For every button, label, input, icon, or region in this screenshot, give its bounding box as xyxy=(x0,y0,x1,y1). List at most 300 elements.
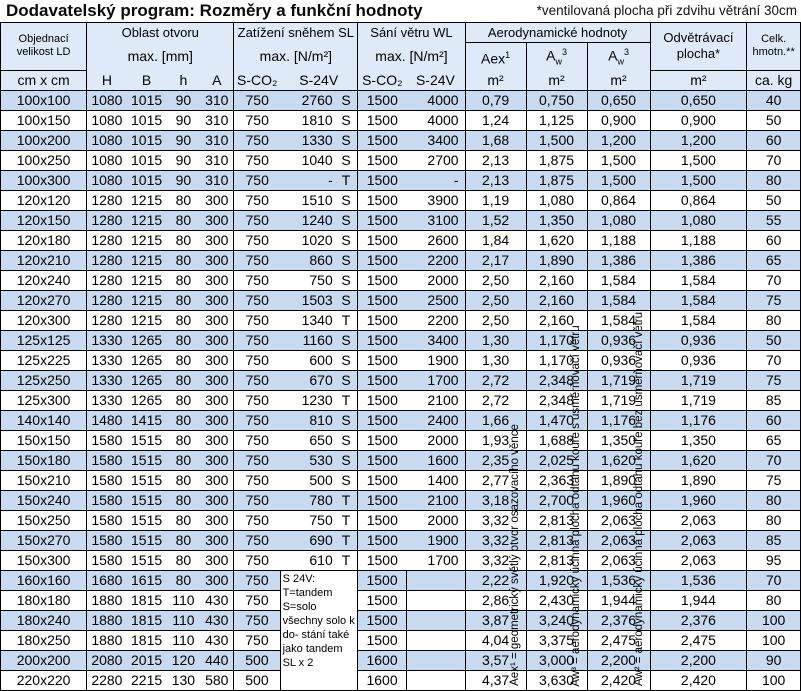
cell-weight: 80 xyxy=(747,170,801,190)
cell-aw3: 2,160 xyxy=(526,310,587,330)
cell-snow-24v: 1160 xyxy=(280,330,335,350)
cell-weight: 75 xyxy=(747,370,801,390)
col-group-snow: Zatížení sněhem SL xyxy=(234,23,358,43)
cell-wind-co2: 1500 xyxy=(358,290,406,310)
cell-size: 125x250 xyxy=(1,370,87,390)
table-row xyxy=(1,170,801,190)
cell-snow-type: T xyxy=(335,550,358,570)
cell-snow-co2: 750 xyxy=(234,170,280,190)
cell-B: 1515 xyxy=(127,530,167,550)
cell-aex: 3,32 xyxy=(465,510,526,530)
cell-snow-co2: 750 xyxy=(234,210,280,230)
cell-snow-type: S xyxy=(335,350,358,370)
cell-h: 80 xyxy=(167,410,201,430)
cell-A: 300 xyxy=(200,490,234,510)
cell-H: 1580 xyxy=(87,490,127,510)
cell-snow-type: S xyxy=(335,250,358,270)
cell-H: 1580 xyxy=(87,430,127,450)
cell-wind-co2: 1500 xyxy=(358,150,406,170)
vent-unit: m² xyxy=(650,70,747,90)
cell-B: 1815 xyxy=(127,590,167,610)
cell-aex: 1,66 xyxy=(465,410,526,430)
cell-h: 80 xyxy=(167,570,201,590)
cell-snow-24v: 2760 xyxy=(280,90,335,110)
cell-wind-24v: 2200 xyxy=(406,310,465,330)
cell-size: 100x150 xyxy=(1,110,87,130)
table-row xyxy=(1,490,801,510)
table-row xyxy=(1,630,801,650)
cell-snow-24v: 750 xyxy=(280,510,335,530)
cell-weight: 70 xyxy=(747,450,801,470)
cell-snow-co2: 750 xyxy=(234,190,280,210)
aw3-header: $A_w^3$ xyxy=(526,43,587,71)
cell-aw3: 2,160 xyxy=(526,270,587,290)
cell-weight: 85 xyxy=(747,390,801,410)
cell-A: 300 xyxy=(200,190,234,210)
cell-aw3: 1,470 xyxy=(526,410,587,430)
cell-B: 1515 xyxy=(127,450,167,470)
cell-snow-co2: 750 xyxy=(234,370,280,390)
cell-wind-24v: 2100 xyxy=(406,390,465,410)
cell-A: 310 xyxy=(200,90,234,110)
cell-wind-24v xyxy=(406,630,465,650)
cell-h: 80 xyxy=(167,230,201,250)
col-group-opening: Oblast otvoru xyxy=(87,23,234,43)
cell-B: 1815 xyxy=(127,610,167,630)
cell-A: 300 xyxy=(200,510,234,530)
cell-size: 180x250 xyxy=(1,630,87,650)
cell-weight: 70 xyxy=(747,150,801,170)
cell-snow-type: S xyxy=(335,90,358,110)
cell-A: 300 xyxy=(200,230,234,250)
cell-wind-24v: 3100 xyxy=(406,210,465,230)
cell-snow-co2: 750 xyxy=(234,530,280,550)
cell-size: 100x100 xyxy=(1,90,87,110)
cell-wind-24v: 1600 xyxy=(406,450,465,470)
cell-H: 1330 xyxy=(87,350,127,370)
cell-aw3: 3,240 xyxy=(526,610,587,630)
cell-snow-24v: 780 xyxy=(280,490,335,510)
cell-h: 80 xyxy=(167,350,201,370)
cell-snow-co2: 750 xyxy=(234,610,280,630)
cell-H: 1880 xyxy=(87,610,127,630)
cell-snow-type: S xyxy=(335,210,358,230)
cell-size: 120x210 xyxy=(1,250,87,270)
cell-snow-24v: 610 xyxy=(280,550,335,570)
cell-aw3: 1,125 xyxy=(526,110,587,130)
cell-snow-24v: 530 xyxy=(280,450,335,470)
cell-aw2: 2,376 xyxy=(587,610,650,630)
cell-aw2: 1,719 xyxy=(587,390,650,410)
cell-h: 80 xyxy=(167,450,201,470)
cell-snow-co2: 750 xyxy=(234,470,280,490)
cell-wind-24v xyxy=(406,570,465,590)
cell-A: 300 xyxy=(200,210,234,230)
s24v-note: S 24V: T=tandem S=solo všechny solo k do- stání také jako tandem SL x 2 xyxy=(280,570,358,690)
table-row xyxy=(1,610,801,630)
cell-H: 1280 xyxy=(87,210,127,230)
cell-H: 1880 xyxy=(87,590,127,610)
cell-A: 300 xyxy=(200,270,234,290)
cell-h: 110 xyxy=(167,630,201,650)
cell-snow-co2: 750 xyxy=(234,230,280,250)
cell-H: 1080 xyxy=(87,110,127,130)
cell-aex: 1,19 xyxy=(465,190,526,210)
cell-aex: 1,52 xyxy=(465,210,526,230)
cell-H: 1330 xyxy=(87,330,127,350)
cell-vent: 1,584 xyxy=(650,270,747,290)
cell-snow-24v: 600 xyxy=(280,350,335,370)
cell-aw2: 2,063 xyxy=(587,550,650,570)
cell-wind-co2: 1500 xyxy=(358,430,406,450)
cell-aex: 2,50 xyxy=(465,310,526,330)
cell-wind-24v: 3400 xyxy=(406,330,465,350)
cell-H: 1080 xyxy=(87,150,127,170)
product-table xyxy=(0,22,801,691)
cell-aw3: 1,890 xyxy=(526,250,587,270)
cell-B: 1215 xyxy=(127,190,167,210)
cell-snow-co2: 750 xyxy=(234,590,280,610)
cell-aw3: 3,000 xyxy=(526,650,587,670)
cell-B: 1215 xyxy=(127,230,167,250)
cell-aw2: 1,584 xyxy=(587,310,650,330)
cell-wind-24v xyxy=(406,610,465,630)
cell-aw2: 1,890 xyxy=(587,470,650,490)
cell-h: 90 xyxy=(167,150,201,170)
cell-wind-24v: 1700 xyxy=(406,550,465,570)
cell-A: 430 xyxy=(200,590,234,610)
cell-H: 1330 xyxy=(87,370,127,390)
col-snow-co2: S-CO₂ xyxy=(234,70,280,90)
cell-A: 300 xyxy=(200,410,234,430)
size-unit: cm x cm xyxy=(1,70,87,90)
cell-snow-24v: 500 xyxy=(280,470,335,490)
cell-aw2: 1,719 xyxy=(587,370,650,390)
table-row xyxy=(1,650,801,670)
cell-A: 300 xyxy=(200,350,234,370)
cell-weight: 70 xyxy=(747,570,801,590)
cell-A: 300 xyxy=(200,310,234,330)
col-B: B xyxy=(127,70,167,90)
cell-size: 150x300 xyxy=(1,550,87,570)
cell-aex: 1,84 xyxy=(465,230,526,250)
cell-wind-co2: 1500 xyxy=(358,110,406,130)
cell-snow-24v: 750 xyxy=(280,270,335,290)
table-body xyxy=(1,90,801,690)
cell-wind-co2: 1500 xyxy=(358,210,406,230)
cell-h: 80 xyxy=(167,290,201,310)
cell-weight: 50 xyxy=(747,110,801,130)
cell-wind-24v: 3900 xyxy=(406,190,465,210)
cell-H: 1580 xyxy=(87,510,127,530)
aw3-vertical-note: Aw³ = aerodynamicky účinná plocha odtahu kouře s usměrňovačí větru xyxy=(570,325,583,687)
cell-snow-co2: 500 xyxy=(234,650,280,670)
cell-vent: 2,200 xyxy=(650,650,747,670)
cell-size: 180x180 xyxy=(1,590,87,610)
cell-size: 150x210 xyxy=(1,470,87,490)
cell-A: 300 xyxy=(200,450,234,470)
cell-snow-24v: 650 xyxy=(280,430,335,450)
table-row xyxy=(1,570,801,590)
cell-snow-co2: 750 xyxy=(234,410,280,430)
cell-aw3: 2,813 xyxy=(526,550,587,570)
cell-wind-co2: 1500 xyxy=(358,570,406,590)
cell-A: 300 xyxy=(200,430,234,450)
cell-H: 1280 xyxy=(87,290,127,310)
cell-snow-24v: 1020 xyxy=(280,230,335,250)
cell-weight: 50 xyxy=(747,190,801,210)
cell-wind-24v: 2000 xyxy=(406,430,465,450)
cell-aex: 3,18 xyxy=(465,490,526,510)
cell-wind-24v: 2000 xyxy=(406,510,465,530)
cell-B: 1515 xyxy=(127,490,167,510)
cell-weight: 80 xyxy=(747,590,801,610)
cell-wind-24v: 2200 xyxy=(406,250,465,270)
cell-vent: 1,188 xyxy=(650,230,747,250)
table-row xyxy=(1,470,801,490)
cell-A: 430 xyxy=(200,610,234,630)
cell-aw3: 1,875 xyxy=(526,150,587,170)
cell-vent: 1,080 xyxy=(650,210,747,230)
cell-aw3: 1,500 xyxy=(526,130,587,150)
cell-aex: 3,87 xyxy=(465,610,526,630)
cell-aw2: 1,536 xyxy=(587,570,650,590)
cell-wind-24v xyxy=(406,670,465,690)
cell-wind-co2: 1600 xyxy=(358,650,406,670)
cell-wind-24v: 1900 xyxy=(406,530,465,550)
cell-vent: 1,176 xyxy=(650,410,747,430)
cell-weight: 70 xyxy=(747,270,801,290)
cell-size: 120x240 xyxy=(1,270,87,290)
cell-size: 125x300 xyxy=(1,390,87,410)
cell-vent: 1,719 xyxy=(650,390,747,410)
cell-aw2: 1,500 xyxy=(587,150,650,170)
cell-snow-co2: 750 xyxy=(234,630,280,650)
cell-weight: 100 xyxy=(747,670,801,690)
cell-vent: 2,063 xyxy=(650,530,747,550)
cell-wind-co2: 1500 xyxy=(358,350,406,370)
cell-h: 80 xyxy=(167,210,201,230)
cell-wind-co2: 1500 xyxy=(358,250,406,270)
cell-snow-type: S xyxy=(335,470,358,490)
cell-size: 120x150 xyxy=(1,210,87,230)
cell-snow-co2: 750 xyxy=(234,290,280,310)
cell-wind-24v: 2100 xyxy=(406,490,465,510)
opening-unit: max. [mm] xyxy=(87,43,234,71)
cell-B: 1515 xyxy=(127,430,167,450)
table-row xyxy=(1,110,801,130)
cell-h: 90 xyxy=(167,130,201,150)
cell-h: 80 xyxy=(167,390,201,410)
cell-snow-type: T xyxy=(335,510,358,530)
cell-aw2: 1,200 xyxy=(587,130,650,150)
cell-aw3: 2,700 xyxy=(526,490,587,510)
cell-A: 300 xyxy=(200,250,234,270)
cell-aex: 1,30 xyxy=(465,350,526,370)
cell-h: 110 xyxy=(167,590,201,610)
cell-H: 1280 xyxy=(87,310,127,330)
cell-snow-co2: 750 xyxy=(234,250,280,270)
cell-snow-type: S xyxy=(335,130,358,150)
cell-vent: 1,500 xyxy=(650,170,747,190)
cell-aw2: 0,650 xyxy=(587,90,650,110)
cell-snow-24v: 1040 xyxy=(280,150,335,170)
cell-size: 180x240 xyxy=(1,610,87,630)
table-row xyxy=(1,310,801,330)
cell-aex: 2,72 xyxy=(465,390,526,410)
cell-aex: 3,57 xyxy=(465,650,526,670)
table-row xyxy=(1,530,801,550)
cell-H: 1580 xyxy=(87,450,127,470)
col-group-size: Objednací velikost LD xyxy=(1,23,87,71)
cell-B: 1415 xyxy=(127,410,167,430)
cell-B: 1215 xyxy=(127,290,167,310)
cell-H: 1580 xyxy=(87,550,127,570)
cell-wind-co2: 1500 xyxy=(358,590,406,610)
cell-A: 300 xyxy=(200,530,234,550)
table-row xyxy=(1,90,801,110)
cell-H: 1080 xyxy=(87,90,127,110)
col-group-wind: Sání větru WL xyxy=(358,23,465,43)
cell-aw3: 2,348 xyxy=(526,370,587,390)
table-row xyxy=(1,330,801,350)
table-row xyxy=(1,430,801,450)
cell-aw2: 0,900 xyxy=(587,110,650,130)
cell-weight: 40 xyxy=(747,90,801,110)
cell-B: 1815 xyxy=(127,630,167,650)
cell-snow-type: T xyxy=(335,390,358,410)
cell-A: 310 xyxy=(200,170,234,190)
cell-snow-24v: 1510 xyxy=(280,190,335,210)
cell-aw2: 1,080 xyxy=(587,210,650,230)
cell-size: 100x200 xyxy=(1,130,87,150)
cell-snow-co2: 750 xyxy=(234,110,280,130)
aw2-vertical-note: Aw² = aerodynamicky účinná plocha odtahu kouře bez usměrňovačí větru xyxy=(632,312,645,687)
cell-snow-type: S xyxy=(335,450,358,470)
table-row xyxy=(1,390,801,410)
cell-aw3: 1,350 xyxy=(526,210,587,230)
cell-aw3: 1,620 xyxy=(526,230,587,250)
cell-wind-24v: 3400 xyxy=(406,130,465,150)
col-wind-24v: S-24V xyxy=(406,70,465,90)
cell-size: 150x240 xyxy=(1,490,87,510)
cell-wind-24v: 4000 xyxy=(406,110,465,130)
cell-aw3: 2,025 xyxy=(526,450,587,470)
cell-vent: 1,584 xyxy=(650,290,747,310)
cell-weight: 60 xyxy=(747,410,801,430)
cell-vent: 1,620 xyxy=(650,450,747,470)
col-group-weight: Celk. hmotn.** xyxy=(747,23,801,71)
cell-wind-24v: 2000 xyxy=(406,270,465,290)
cell-vent: 0,650 xyxy=(650,90,747,110)
aex-unit: m² xyxy=(465,70,526,90)
cell-weight: 95 xyxy=(747,550,801,570)
table-row xyxy=(1,550,801,570)
cell-wind-co2: 1500 xyxy=(358,630,406,650)
cell-snow-type: S xyxy=(335,330,358,350)
cell-h: 80 xyxy=(167,270,201,290)
cell-aex: 2,77 xyxy=(465,470,526,490)
table-row xyxy=(1,350,801,370)
cell-H: 1280 xyxy=(87,190,127,210)
cell-A: 440 xyxy=(200,650,234,670)
cell-aex: 2,13 xyxy=(465,170,526,190)
cell-A: 580 xyxy=(200,670,234,690)
cell-snow-24v: 1230 xyxy=(280,390,335,410)
cell-h: 80 xyxy=(167,190,201,210)
cell-vent: 2,420 xyxy=(650,670,747,690)
cell-wind-co2: 1500 xyxy=(358,170,406,190)
cell-wind-co2: 1500 xyxy=(358,470,406,490)
cell-weight: 100 xyxy=(747,630,801,650)
cell-vent: 2,475 xyxy=(650,630,747,650)
cell-snow-24v: 810 xyxy=(280,410,335,430)
table-row xyxy=(1,290,801,310)
cell-size: 120x300 xyxy=(1,310,87,330)
cell-weight: 80 xyxy=(747,510,801,530)
cell-aw2: 0,864 xyxy=(587,190,650,210)
cell-A: 310 xyxy=(200,150,234,170)
cell-B: 1615 xyxy=(127,570,167,590)
cell-vent: 2,063 xyxy=(650,510,747,530)
cell-weight: 55 xyxy=(747,210,801,230)
cell-B: 1015 xyxy=(127,150,167,170)
cell-weight: 100 xyxy=(747,610,801,630)
cell-snow-24v: 1330 xyxy=(280,130,335,150)
cell-snow-co2: 750 xyxy=(234,570,280,590)
cell-size: 125x225 xyxy=(1,350,87,370)
cell-B: 1265 xyxy=(127,370,167,390)
cell-aw2: 2,475 xyxy=(587,630,650,650)
aw3-unit: m² xyxy=(526,70,587,90)
cell-snow-24v: 690 xyxy=(280,530,335,550)
cell-vent: 1,386 xyxy=(650,250,747,270)
cell-B: 1215 xyxy=(127,250,167,270)
cell-snow-type: T xyxy=(335,530,358,550)
cell-B: 1215 xyxy=(127,310,167,330)
col-H: H xyxy=(87,70,127,90)
cell-vent: 1,944 xyxy=(650,590,747,610)
cell-vent: 1,890 xyxy=(650,470,747,490)
weight-unit: ca. kg xyxy=(747,70,801,90)
cell-wind-co2: 1500 xyxy=(358,490,406,510)
cell-h: 110 xyxy=(167,610,201,630)
cell-aex: 2,72 xyxy=(465,370,526,390)
cell-aw3: 2,430 xyxy=(526,590,587,610)
col-snow-24v: S-24V xyxy=(280,70,358,90)
cell-aex: 2,50 xyxy=(465,270,526,290)
cell-weight: 85 xyxy=(747,530,801,550)
cell-aex: 2,13 xyxy=(465,150,526,170)
cell-aw2: 2,200 xyxy=(587,650,650,670)
cell-B: 1515 xyxy=(127,510,167,530)
cell-H: 1580 xyxy=(87,530,127,550)
cell-aw2: 2,063 xyxy=(587,530,650,550)
cell-snow-co2: 750 xyxy=(234,510,280,530)
cell-aex: 1,24 xyxy=(465,110,526,130)
cell-aw3: 1,688 xyxy=(526,430,587,450)
cell-size: 160x160 xyxy=(1,570,87,590)
cell-wind-24v xyxy=(406,650,465,670)
cell-A: 300 xyxy=(200,370,234,390)
cell-aex: 1,68 xyxy=(465,130,526,150)
cell-A: 300 xyxy=(200,290,234,310)
cell-weight: 80 xyxy=(747,490,801,510)
cell-snow-type: T xyxy=(335,490,358,510)
cell-wind-co2: 1500 xyxy=(358,530,406,550)
cell-B: 1015 xyxy=(127,130,167,150)
cell-A: 300 xyxy=(200,390,234,410)
